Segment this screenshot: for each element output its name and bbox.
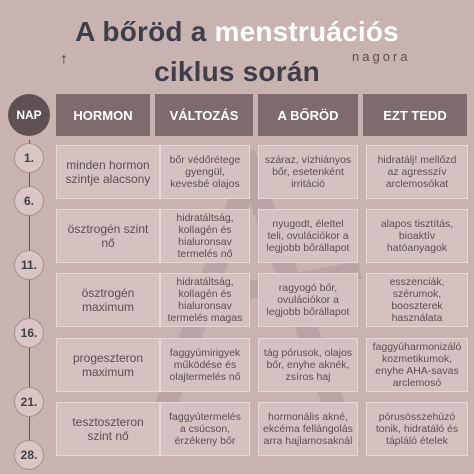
- column-header-hormon: HORMON: [56, 94, 150, 136]
- table-cell-ezt-tedd: alapos tisztítás, bioaktív hatóanyagok: [366, 209, 468, 263]
- table-cell-valtozas: faggyúmirigyek működése és olajtermelés nő: [160, 338, 250, 392]
- day-marker: 16.: [14, 318, 44, 348]
- table-cell-ezt-tedd: faggyúharmonizáló kozmetikumok, enyhe AHA-savas arclemosó: [366, 338, 468, 392]
- table-cell-borod: száraz, vízhiányos bőr, esetenként irritáció: [258, 145, 358, 199]
- table-cell-valtozas: faggyútermelés a csúcson, érzékeny bőr: [160, 402, 250, 456]
- table-cell-hormon: progeszteron maximum: [56, 338, 160, 392]
- table-cell-borod: nyugodt, élettel teli, ovulációkor a legjobb bőrállapot: [258, 209, 358, 263]
- arrow-up-icon: ↑: [60, 51, 68, 68]
- day-marker: 1.: [14, 143, 44, 173]
- title-part1: A bőröd a: [75, 16, 215, 47]
- table-cell-borod: tág pórusok, olajos bőr, enyhe aknék, zsíros haj: [258, 338, 358, 392]
- title-highlight: menstruációs: [214, 16, 399, 47]
- nap-header: NAP: [8, 94, 50, 136]
- table-cell-ezt-tedd: hidratálj! mellőzd az agresszív arclemosókat: [366, 145, 468, 199]
- table-cell-hormon: ösztrogén maximum: [56, 273, 160, 327]
- table-cell-hormon: ösztrogén szint nő: [56, 209, 160, 263]
- column-header-ezt-tedd: EZT TEDD: [363, 94, 467, 136]
- title-line-1: [0, 12, 474, 52]
- day-marker: 6.: [14, 186, 44, 216]
- table-cell-borod: hormonális akné, ekcéma fellángolás arra hajlamosaknál: [258, 402, 358, 456]
- table-cell-borod: ragyogó bőr, ovulációkor a legjobb bőrállapot: [258, 273, 358, 327]
- table-cell-hormon: minden hormon szintje alacsony: [56, 145, 160, 199]
- table-cell-valtozas: bőr védőrétege gyengül, kevesbé olajos: [160, 145, 250, 199]
- table-cell-hormon: tesztoszteron szint nő: [56, 402, 160, 456]
- day-marker: 21.: [14, 387, 44, 417]
- table-cell-valtozas: hidratáltság, kollagén és hialuronsav termelés nő: [160, 209, 250, 263]
- title-line-2: ciklus során: [154, 56, 320, 87]
- table-cell-ezt-tedd: esszenciák, szérumok, booszterek használata: [366, 273, 468, 327]
- table-cell-ezt-tedd: pórusösszehúzó tonik, hidratáló és tápláló ételek: [366, 402, 468, 456]
- column-header-borod: A BŐRÖD: [258, 94, 358, 136]
- column-header-valtozas: VÁLTOZÁS: [155, 94, 253, 136]
- day-marker: 28.: [14, 440, 44, 470]
- brand-logo: nagora: [352, 49, 411, 64]
- day-marker: 11.: [14, 250, 44, 280]
- table-cell-valtozas: hidratáltság, kollagén és hialuronsav termelés magas: [160, 273, 250, 327]
